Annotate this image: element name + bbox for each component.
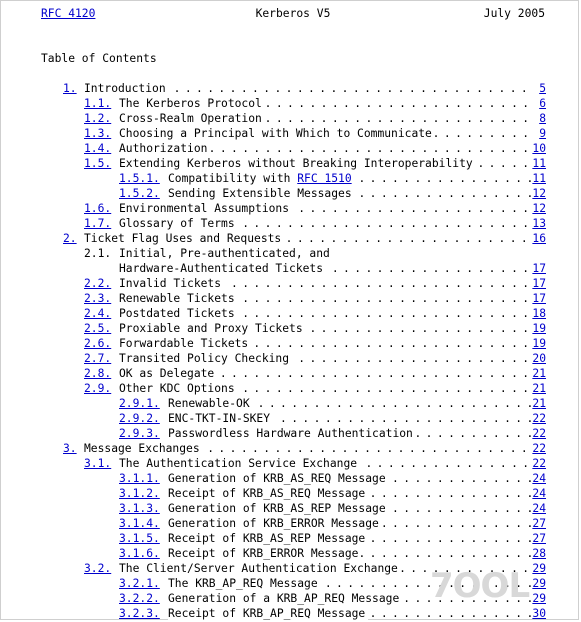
toc-row [119, 471, 546, 486]
toc-section-number[interactable]: 1.6. [84, 202, 112, 215]
toc-row [84, 111, 546, 126]
toc-row [119, 606, 546, 621]
toc-entry-title: Generation of KRB_ERROR Message [168, 517, 379, 530]
toc-section-number[interactable]: 3. [63, 442, 77, 455]
toc-page-number[interactable]: 13 [532, 217, 546, 230]
toc-row [84, 291, 546, 306]
toc-section-number[interactable]: 1.2. [84, 112, 112, 125]
toc-section-number[interactable]: 2.9. [84, 382, 112, 395]
toc-heading: Table of Contents [41, 52, 157, 65]
toc-page-number[interactable]: 28 [532, 547, 546, 560]
toc-page-number[interactable]: 22 [532, 457, 546, 470]
toc-section-number[interactable]: 2.5. [84, 322, 112, 335]
toc-section-number[interactable]: 1. [63, 82, 77, 95]
toc-page-number[interactable]: 21 [532, 397, 546, 410]
toc-page-number[interactable]: 17 [532, 292, 546, 305]
toc-section-number[interactable]: 2.4. [84, 307, 112, 320]
toc-page-number[interactable]: 30 [532, 607, 546, 620]
toc-section-number[interactable]: 3.1.4. [119, 517, 160, 530]
toc-row [84, 321, 546, 336]
toc-row [84, 276, 546, 291]
toc-section-number[interactable]: 1.7. [84, 217, 112, 230]
watermark-logo: 7OOL [430, 566, 530, 606]
rfc-reference-link[interactable]: RFC 1510 [297, 172, 352, 185]
toc-entry-title: Ticket Flag Uses and Requests [84, 232, 282, 245]
toc-row [84, 216, 546, 231]
toc-row [84, 201, 546, 216]
toc-row [84, 246, 546, 261]
toc-page-number[interactable]: 19 [532, 337, 546, 350]
toc-entry-title: Receipt of KRB_AS_REQ Message [168, 487, 366, 500]
toc-page-number[interactable]: 16 [532, 232, 546, 245]
toc-section-number[interactable]: 2.9.3. [119, 427, 160, 440]
toc-entry-title: OK as Delegate [119, 367, 215, 380]
toc-entry-title: Hardware-Authenticated Tickets [119, 262, 324, 275]
header-title: Kerberos V5 [255, 7, 331, 20]
toc-row [63, 81, 546, 96]
toc-entry-title: Cross-Realm Operation [119, 112, 262, 125]
toc-entry-title: Authorization [119, 142, 208, 155]
toc-page-number[interactable]: 10 [532, 142, 546, 155]
toc-section-number[interactable]: 2.9.1. [119, 397, 160, 410]
toc-section-number[interactable]: 2. [63, 232, 77, 245]
toc-section-number[interactable]: 3.2.3. [119, 607, 160, 620]
toc-row [84, 261, 546, 276]
toc-row [84, 336, 546, 351]
header-date: July 2005 [483, 7, 545, 20]
toc-page-number[interactable]: 27 [532, 517, 546, 530]
toc-section-number[interactable]: 3.1.5. [119, 532, 160, 545]
toc-page-number[interactable]: 24 [532, 487, 546, 500]
toc-entry-title: Extending Kerberos without Breaking Interoperability [119, 157, 473, 170]
page-header [41, 6, 545, 21]
toc-entry-title: Message Exchanges [84, 442, 200, 455]
toc-entry-title: Introduction [84, 82, 166, 95]
toc-row [119, 501, 546, 516]
toc-entry-title: Passwordless Hardware Authentication [168, 427, 413, 440]
toc-section-number[interactable]: 3.1.3. [119, 502, 160, 515]
toc-entry-title: Proxiable and Proxy Tickets [119, 322, 303, 335]
toc-section-number[interactable]: 2.8. [84, 367, 112, 380]
toc-page-number[interactable]: 21 [532, 382, 546, 395]
toc-page-number[interactable]: 17 [532, 277, 546, 290]
toc-row [119, 186, 546, 201]
toc-page-number[interactable]: 29 [532, 577, 546, 590]
toc-entry-title: Sending Extensible Messages [168, 187, 352, 200]
toc-row [84, 96, 546, 111]
toc-page-number[interactable]: 24 [532, 502, 546, 515]
toc-section-number[interactable]: 3.2. [84, 562, 112, 575]
toc-row [84, 126, 546, 141]
toc-entry-title: Receipt of KRB_AS_REP Message [168, 532, 366, 545]
toc-section-number[interactable]: 3.1. [84, 457, 112, 470]
toc-page-number[interactable]: 12 [532, 187, 546, 200]
toc-page-number[interactable]: 5 [539, 82, 546, 95]
toc-entry-title: The Authentication Service Exchange [119, 457, 358, 470]
toc-section-number[interactable]: 1.1. [84, 97, 112, 110]
toc-section-number[interactable]: 2.7. [84, 352, 112, 365]
toc-page-number[interactable]: 29 [532, 592, 546, 605]
toc-row [84, 366, 546, 381]
toc-entry-title: Generation of KRB_AS_REQ Message [168, 472, 386, 485]
toc-row [119, 486, 546, 501]
toc-section-number[interactable]: 1.5.2. [119, 187, 160, 200]
toc-page-number[interactable]: 27 [532, 532, 546, 545]
toc-entry-title: Other KDC Options [119, 382, 235, 395]
toc-row [119, 411, 546, 426]
toc-entry-title: Receipt of KRB_AP_REQ Message [168, 607, 366, 620]
toc-entry-title: Forwardable Tickets [119, 337, 249, 350]
toc-entry-title: Environmental Assumptions [119, 202, 290, 215]
toc-row [84, 456, 546, 471]
toc-entry-title: Glossary of Terms [119, 217, 235, 230]
toc-page-number[interactable]: 19 [532, 322, 546, 335]
toc-page-number[interactable]: 18 [532, 307, 546, 320]
toc-row [84, 156, 546, 171]
toc-page-number[interactable]: 12 [532, 202, 546, 215]
toc-row [119, 531, 546, 546]
toc-section-number[interactable]: 3.1.1. [119, 472, 160, 485]
toc-row [63, 441, 546, 456]
toc-row [119, 516, 546, 531]
toc-page-number[interactable]: 21 [532, 367, 546, 380]
toc-row [119, 396, 546, 411]
toc-entry-title: The KRB_AP_REQ Message [168, 577, 318, 590]
toc-row [84, 306, 546, 321]
toc-row [119, 546, 546, 561]
toc-section-number[interactable]: 2.6. [84, 337, 112, 350]
toc-row [84, 351, 546, 366]
toc-section-number[interactable]: 3.1.6. [119, 547, 160, 560]
toc-section-number[interactable]: 2.2. [84, 277, 112, 290]
toc-page-number[interactable]: 24 [532, 472, 546, 485]
toc-section-number[interactable]: 1.4. [84, 142, 112, 155]
toc-section-number[interactable]: 1.3. [84, 127, 112, 140]
toc-entry-title: Choosing a Principal with Which to Communicate [119, 127, 432, 140]
toc-entry-title: Postdated Tickets [119, 307, 235, 320]
toc-row [119, 426, 546, 441]
toc-row [84, 141, 546, 156]
toc-entry-title: Transited Policy Checking [119, 352, 290, 365]
toc-section-number[interactable]: 3.1.2. [119, 487, 160, 500]
toc-entry-title: ENC-TKT-IN-SKEY [168, 412, 271, 425]
toc-entry-title: Receipt of KRB_ERROR Message [168, 547, 359, 560]
toc-entry-title: Compatibility with [168, 172, 298, 185]
toc-row [119, 171, 546, 186]
toc-page-number[interactable]: 22 [532, 412, 546, 425]
toc-entry-title: Renewable-OK [168, 397, 250, 410]
toc-page-number[interactable]: 6 [539, 97, 546, 110]
toc-row [63, 231, 546, 246]
toc-page-number[interactable]: 11 [532, 172, 546, 185]
toc-page-number[interactable]: 20 [532, 352, 546, 365]
toc-entry-title: The Client/Server Authentication Exchange [119, 562, 398, 575]
toc-section-number[interactable]: 2.3. [84, 292, 112, 305]
toc-page-number[interactable]: 17 [532, 262, 546, 275]
toc-section-number[interactable]: 3.2.1. [119, 577, 160, 590]
toc-entry-title: The Kerberos Protocol [119, 97, 262, 110]
toc-section-number[interactable]: 2.9.2. [119, 412, 160, 425]
toc-section-number: 2.1. [84, 247, 112, 260]
toc-page-number[interactable]: 29 [532, 562, 546, 575]
toc-section-number[interactable]: 1.5. [84, 157, 112, 170]
toc-entry-title: Generation of a KRB_AP_REQ Message [168, 592, 400, 605]
toc-entry-title: Generation of KRB_AS_REP Message [168, 502, 386, 515]
toc-section-number[interactable]: 3.2.2. [119, 592, 160, 605]
toc-entry-title: Initial, Pre-authenticated, and [119, 247, 330, 260]
toc-page-number[interactable]: 11 [532, 157, 546, 170]
toc-section-number[interactable]: 1.5.1. [119, 172, 160, 185]
toc-entry-title: Renewable Tickets [119, 292, 235, 305]
toc-page-number[interactable]: 22 [532, 442, 546, 455]
rfc-number-link[interactable]: RFC 4120 [41, 7, 96, 20]
toc-row [84, 381, 546, 396]
toc-page-number[interactable]: 8 [539, 112, 546, 125]
toc-page-number[interactable]: 22 [532, 427, 546, 440]
toc-page-number[interactable]: 9 [539, 127, 546, 140]
toc-entry-title: Invalid Tickets [119, 277, 222, 290]
